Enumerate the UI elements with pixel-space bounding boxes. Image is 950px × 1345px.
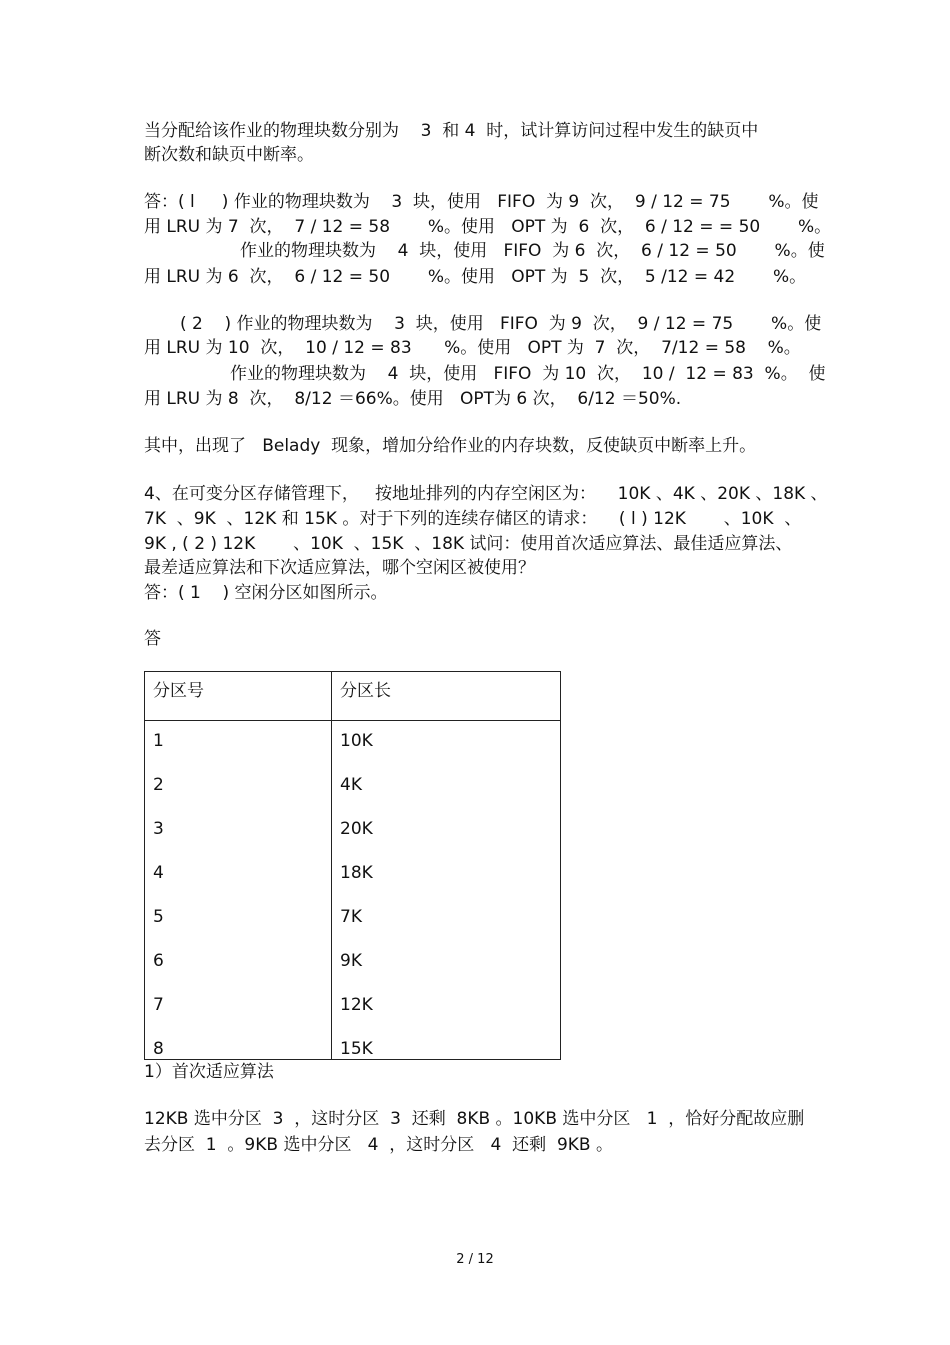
partition-number: 2 xyxy=(145,765,332,809)
answer1-line-4: 用 LRU 为 6 次， 6 / 12 = 50 %。使用 OPT 为 5 次， 5 /12 = 42 %。 xyxy=(144,267,807,287)
page-number: 2 / 12 xyxy=(456,1252,494,1267)
answer2-line-4: 用 LRU 为 8 次， 8/12 ＝66%。使用 OPT为 6 次， 6/12 ＝50%. xyxy=(144,389,682,409)
table-row xyxy=(145,941,561,985)
partition-length: 10K xyxy=(332,721,561,766)
answer-label: 答 xyxy=(144,629,161,649)
question4-line-4: 最差适应算法和下次适应算法，哪个空闲区被使用？ xyxy=(144,558,535,578)
header-partition-number: 分区号 xyxy=(145,672,332,721)
table-row xyxy=(145,721,561,766)
answer1-line-3: 作业的物理块数为 4 块，使用 FIFO 为 6 次， 6 / 12 = 50 %。使 xyxy=(240,241,825,261)
belady-note: 其中，出现了 Belady 现象，增加分给作业的内存块数，反使缺页中断率上升。 xyxy=(144,436,757,456)
question-text-line-2: 断次数和缺页中断率。 xyxy=(144,145,314,165)
partition-length: 18K xyxy=(332,853,561,897)
partition-length: 9K xyxy=(332,941,561,985)
table-row xyxy=(145,809,561,853)
partition-number: 1 xyxy=(145,721,332,766)
partition-number: 3 xyxy=(145,809,332,853)
first-fit-line-2: 去分区 1 。9KB 选中分区 4 ，这时分区 4 还剩 9KB 。 xyxy=(144,1135,613,1155)
answer1-line-1: 答：( l ) 作业的物理块数为 3 块，使用 FIFO 为 9 次， 9 / 12 = 75 %。使 xyxy=(144,192,819,212)
first-fit-heading: 1）首次适应算法 xyxy=(144,1062,274,1082)
table-row xyxy=(145,897,561,941)
first-fit-line-1: 12KB 选中分区 3 ，这时分区 3 还剩 8KB 。10KB 选中分区 1 ，恰好分配故应删 xyxy=(144,1109,805,1129)
question-text-line-1: 当分配给该作业的物理块数分别为 3 和 4 时，试计算访问过程中发生的缺页中 xyxy=(144,121,759,141)
question4-line-3: 9K , ( 2 ) 12K 、10K 、15K 、18K 试问：使用首次适应算法、最佳适应算法、 xyxy=(144,534,793,554)
answer4-intro: 答：( 1 ) 空闲分区如图所示。 xyxy=(144,583,388,603)
partition-length: 7K xyxy=(332,897,561,941)
question4-line-2: 7K 、9K 、12K 和 15K 。对于下列的连续存储区的请求： ( l ) 12K 、10K 、 xyxy=(144,509,802,529)
table-header-row xyxy=(145,672,561,721)
partition-length: 20K xyxy=(332,809,561,853)
answer2-line-2: 用 LRU 为 10 次， 10 / 12 = 83 %。使用 OPT 为 7 次， 7/12 = 58 %。 xyxy=(144,338,801,358)
partition-number: 8 xyxy=(145,1029,332,1060)
answer2-line-1: ( 2 ) 作业的物理块数为 3 块，使用 FIFO 为 9 次， 9 / 12 = 75 %。使 xyxy=(180,314,822,334)
table-row xyxy=(145,985,561,1029)
partition-number: 6 xyxy=(145,941,332,985)
table-row xyxy=(145,765,561,809)
partition-length: 12K xyxy=(332,985,561,1029)
table-row xyxy=(145,1029,561,1060)
answer2-line-3: 作业的物理块数为 4 块，使用 FIFO 为 10 次， 10 / 12 = 83 %。 使 xyxy=(230,364,826,384)
partition-number: 7 xyxy=(145,985,332,1029)
partition-number: 5 xyxy=(145,897,332,941)
header-partition-length: 分区长 xyxy=(332,672,561,721)
free-partition-table xyxy=(144,671,561,1060)
table-row xyxy=(145,853,561,897)
partition-number: 4 xyxy=(145,853,332,897)
question4-line-1: 4、在可变分区存储管理下， 按地址排列的内存空闲区为： 10K 、4K 、20K 、18K 、 xyxy=(144,484,828,504)
answer1-line-2: 用 LRU 为 7 次， 7 / 12 = 58 %。使用 OPT 为 6 次， 6 / 12 = = 50 %。 xyxy=(144,217,832,237)
partition-length: 4K xyxy=(332,765,561,809)
partition-length: 15K xyxy=(332,1029,561,1060)
